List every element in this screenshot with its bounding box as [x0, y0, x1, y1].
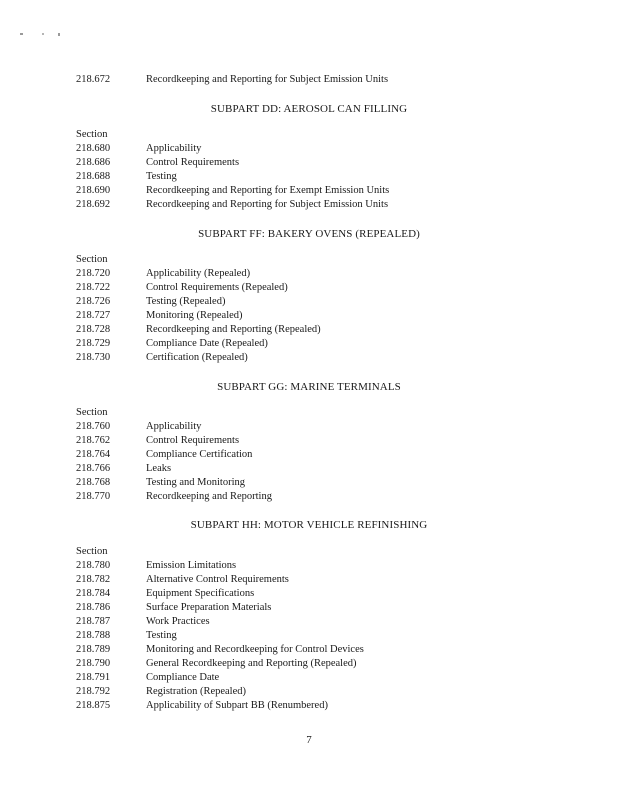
section-column-label: Section: [76, 254, 108, 265]
section-title: Testing: [146, 171, 177, 182]
section-title: Registration (Repealed): [146, 686, 247, 697]
section-number: 218.726: [76, 296, 111, 307]
section-number: 218.760: [76, 421, 111, 432]
section-title: Compliance Certification: [146, 449, 253, 460]
scan-mark: [58, 33, 60, 36]
section-title: Recordkeeping and Reporting: [146, 491, 272, 502]
section-number: 218.727: [76, 310, 111, 321]
section-title: Recordkeeping and Reporting for Subject Emission Units: [146, 199, 389, 210]
section-number: 218.790: [76, 658, 111, 669]
section-title: Control Requirements (Repealed): [146, 282, 288, 293]
section-number: 218.720: [76, 268, 111, 279]
section-title: Control Requirements: [146, 435, 240, 446]
section-title: Surface Preparation Materials: [146, 602, 272, 613]
section-title: Alternative Control Requirements: [146, 574, 289, 585]
section-number: 218.766: [76, 463, 111, 474]
subpart-heading: SUBPART FF: BAKERY OVENS (REPEALED): [198, 228, 420, 240]
section-column-label: Section: [76, 546, 108, 557]
section-number: 218.770: [76, 491, 111, 502]
section-number: 218.784: [76, 588, 111, 599]
section-title: Applicability: [146, 143, 202, 154]
section-number: 218.792: [76, 686, 111, 697]
subpart-heading: SUBPART HH: MOTOR VEHICLE REFINISHING: [190, 519, 428, 531]
section-title: Monitoring and Recordkeeping for Control Devices: [146, 644, 364, 655]
section-title: Emission Limitations: [146, 560, 237, 571]
section-column-label: Section: [76, 129, 108, 140]
section-number: 218.672: [76, 74, 111, 85]
section-number: 218.780: [76, 560, 111, 571]
section-number: 218.788: [76, 630, 111, 641]
section-title: General Recordkeeping and Reporting (Repealed): [146, 658, 357, 669]
section-number: 218.786: [76, 602, 111, 613]
section-number: 218.690: [76, 185, 111, 196]
section-title: Applicability (Repealed): [146, 268, 251, 279]
section-number: 218.730: [76, 352, 111, 363]
section-title: Applicability of Subpart BB (Renumbered): [146, 700, 328, 711]
subpart-heading: SUBPART DD: AEROSOL CAN FILLING: [210, 103, 408, 115]
section-title: Work Practices: [146, 616, 210, 627]
section-title: Control Requirements: [146, 157, 240, 168]
section-number: 218.768: [76, 477, 111, 488]
section-number: 218.789: [76, 644, 111, 655]
section-number: 218.762: [76, 435, 111, 446]
scan-mark: [20, 33, 23, 35]
section-number: 218.875: [76, 700, 111, 711]
section-number: 218.686: [76, 157, 111, 168]
section-number: 218.787: [76, 616, 111, 627]
section-number: 218.680: [76, 143, 111, 154]
section-number: 218.764: [76, 449, 111, 460]
section-number: 218.782: [76, 574, 111, 585]
section-number: 218.692: [76, 199, 111, 210]
section-title: Equipment Specifications: [146, 588, 255, 599]
section-title: Recordkeeping and Reporting for Subject Emission Units: [146, 74, 389, 85]
section-number: 218.722: [76, 282, 111, 293]
page-number: 7: [306, 734, 312, 746]
section-title: Recordkeeping and Reporting (Repealed): [146, 324, 321, 335]
section-column-label: Section: [76, 407, 108, 418]
section-number: 218.729: [76, 338, 111, 349]
section-title: Testing (Repealed): [146, 296, 226, 307]
subpart-heading: SUBPART GG: MARINE TERMINALS: [217, 381, 401, 393]
scan-mark: [42, 33, 44, 35]
section-title: Testing and Monitoring: [146, 477, 246, 488]
section-number: 218.728: [76, 324, 111, 335]
section-number: 218.688: [76, 171, 111, 182]
section-title: Compliance Date: [146, 672, 220, 683]
section-title: Monitoring (Repealed): [146, 310, 243, 321]
section-title: Testing: [146, 630, 177, 641]
section-number: 218.791: [76, 672, 111, 683]
section-title: Leaks: [146, 463, 172, 474]
section-title: Recordkeeping and Reporting for Exempt Emission Units: [146, 185, 390, 196]
section-title: Certification (Repealed): [146, 352, 248, 363]
section-title: Compliance Date (Repealed): [146, 338, 268, 349]
section-title: Applicability: [146, 421, 202, 432]
